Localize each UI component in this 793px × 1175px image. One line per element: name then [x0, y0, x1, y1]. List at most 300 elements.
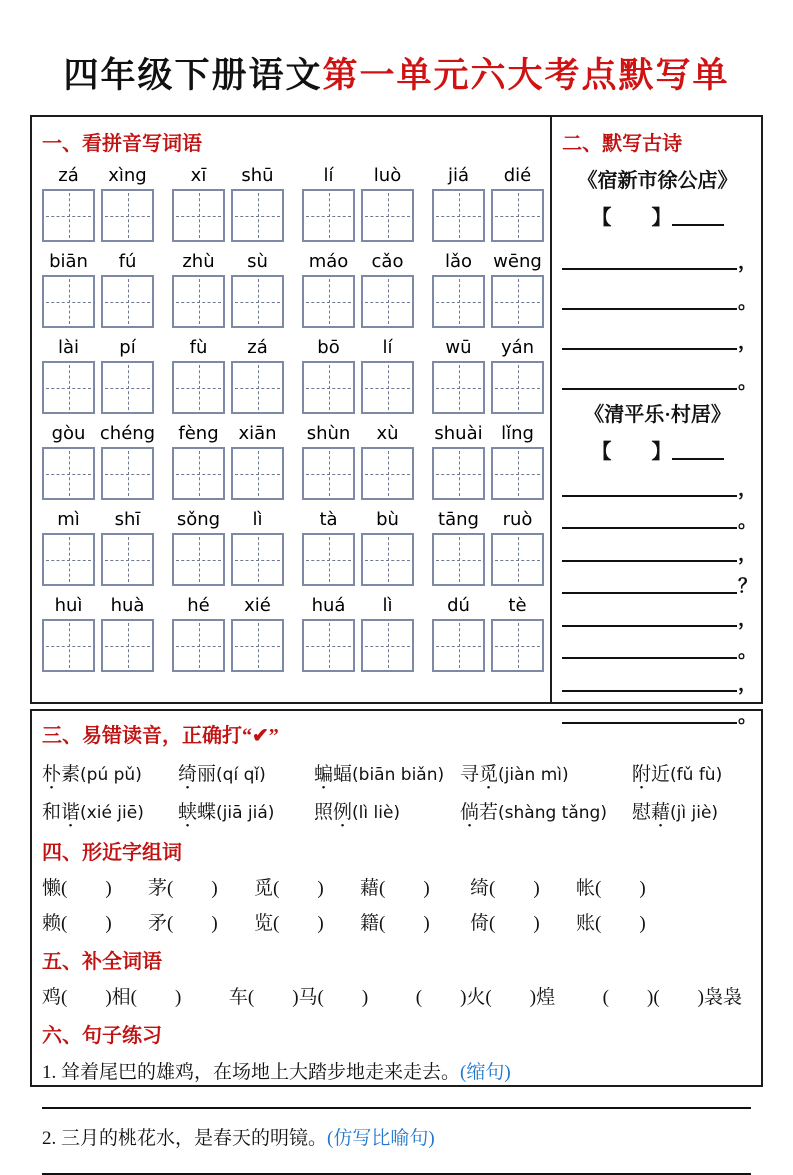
pronunciation-item	[632, 797, 749, 824]
poem-answer-line	[562, 372, 758, 393]
writing-box	[361, 361, 414, 414]
poem-punctuation: ，	[738, 673, 758, 695]
pinyin-label: hé	[187, 595, 210, 616]
poem-list	[562, 164, 758, 727]
author-brackets: 【 】	[591, 207, 672, 229]
word-char: 藉	[651, 802, 671, 823]
sentence-hint-2: (仿写比喻句)	[327, 1128, 435, 1149]
pinyin-grid	[42, 163, 550, 672]
poem-title: 《清平乐·村居》	[584, 404, 731, 426]
pinyin-label: lì	[382, 595, 393, 616]
complete-word-item: ( )( )袅袅	[602, 987, 742, 1008]
word-char: 蝠	[333, 764, 353, 785]
poem-blank-rule	[562, 544, 737, 562]
writing-box	[432, 533, 485, 586]
pinyin-cell	[231, 335, 284, 414]
writing-box	[302, 619, 355, 672]
pronunciation-item	[632, 759, 749, 786]
word-char: 谐	[61, 802, 81, 823]
pinyin-word-group	[42, 593, 154, 672]
pinyin-label: zhù	[182, 251, 215, 272]
pinyin-options: (jiàn mì)	[498, 765, 569, 785]
writing-box	[432, 361, 485, 414]
pinyin-label: zá	[247, 337, 268, 358]
pinyin-word-group	[172, 507, 284, 586]
pinyin-cell	[302, 593, 355, 672]
word-char: 慰	[632, 802, 652, 823]
pinyin-cell	[42, 507, 95, 586]
similar-char-row	[42, 873, 749, 900]
pinyin-word-group	[302, 421, 414, 500]
writing-box	[361, 533, 414, 586]
word-char: 附	[632, 764, 652, 785]
poem-answer-line	[562, 292, 758, 313]
pinyin-label: fù	[189, 337, 208, 358]
pinyin-label: lí	[323, 165, 334, 186]
poem-answer-line	[562, 673, 758, 695]
pinyin-cell	[302, 421, 355, 500]
writing-box	[42, 189, 95, 242]
writing-box	[491, 533, 544, 586]
similar-char-row	[42, 908, 749, 935]
pronunciation-item	[460, 797, 632, 824]
pinyin-label: shuài	[434, 423, 483, 444]
pinyin-cell	[491, 421, 544, 500]
writing-box	[432, 619, 485, 672]
pinyin-cell	[101, 507, 154, 586]
pronunciation-item	[314, 759, 460, 786]
similar-char-item: 览( )	[254, 913, 324, 934]
pinyin-label: biān	[49, 251, 88, 272]
poem-blank-rule	[562, 332, 737, 350]
similar-char-item: 籍( )	[360, 913, 430, 934]
pinyin-label: fèng	[178, 423, 219, 444]
pinyin-label: lài	[57, 337, 80, 358]
pinyin-label: ruò	[502, 509, 533, 530]
pinyin-cell	[432, 507, 485, 586]
word-char: 绮	[178, 764, 198, 785]
pinyin-label: xiān	[238, 423, 277, 444]
pinyin-label: lí	[382, 337, 393, 358]
poem-blank-rule	[562, 292, 737, 310]
pinyin-cell	[231, 593, 284, 672]
poem-blank-rule	[562, 252, 737, 270]
pinyin-cell	[42, 163, 95, 242]
similar-char-item: 绮( )	[470, 878, 540, 899]
pinyin-word-group	[302, 507, 414, 586]
answer-line-2	[42, 1153, 751, 1175]
pinyin-options: (lì liè)	[352, 803, 401, 823]
writing-box	[491, 361, 544, 414]
pinyin-word-group	[302, 249, 414, 328]
pinyin-cell	[432, 421, 485, 500]
poem-block	[562, 398, 758, 727]
writing-box	[432, 447, 485, 500]
pinyin-label: lǐng	[501, 423, 534, 444]
pinyin-word-group	[42, 421, 154, 500]
pinyin-word-group	[42, 249, 154, 328]
pinyin-label: huá	[311, 595, 346, 616]
pinyin-label: dié	[503, 165, 532, 186]
poem-blank-rule	[562, 576, 737, 594]
writing-box	[42, 361, 95, 414]
writing-box	[432, 275, 485, 328]
complete-words-row	[42, 982, 742, 1009]
pronunciation-item	[460, 759, 632, 786]
poem-author-line	[562, 435, 753, 464]
poem-answer-line	[562, 543, 758, 565]
pinyin-options: (jì jiè)	[670, 803, 719, 823]
pinyin-cell	[42, 421, 95, 500]
poem-punctuation: 。	[738, 641, 758, 662]
section6-heading: 六、句子练习	[42, 1025, 162, 1047]
writing-box	[42, 275, 95, 328]
pinyin-cell	[172, 335, 225, 414]
pinyin-label: lǎo	[444, 251, 473, 272]
pinyin-label: huì	[54, 595, 83, 616]
pinyin-label: fú	[118, 251, 137, 272]
pronunciation-row	[42, 759, 749, 786]
pinyin-label: xù	[376, 423, 399, 444]
check-mark-icon: ✔	[252, 725, 269, 747]
pinyin-label: mì	[57, 509, 80, 530]
writing-box	[361, 189, 414, 242]
poem-blank-rule	[562, 609, 737, 627]
poem-answer-line	[562, 252, 758, 273]
section1-heading: 一、看拼音写词语	[42, 133, 202, 155]
pinyin-label: wēng	[493, 251, 542, 272]
pinyin-cell	[231, 249, 284, 328]
writing-box	[42, 619, 95, 672]
top-section-box	[30, 115, 763, 727]
word-char: 觅	[479, 764, 499, 785]
pinyin-word-group	[42, 507, 154, 586]
pinyin-cell	[361, 163, 414, 242]
pinyin-word-group	[432, 249, 544, 328]
pinyin-cell	[302, 507, 355, 586]
pinyin-label: máo	[308, 251, 349, 272]
pinyin-label: luò	[373, 165, 402, 186]
writing-box	[361, 275, 414, 328]
pinyin-label: lì	[252, 509, 263, 530]
pronunciation-row	[42, 797, 749, 824]
pinyin-options: (shàng tǎng)	[498, 803, 607, 823]
word-char: 素	[61, 764, 81, 785]
writing-box	[231, 447, 284, 500]
pinyin-section	[32, 117, 550, 702]
pinyin-cell	[101, 421, 154, 500]
writing-box	[231, 533, 284, 586]
pinyin-cell	[302, 335, 355, 414]
word-char: 近	[651, 764, 671, 785]
pinyin-cell	[361, 593, 414, 672]
complete-word-item: 鸡( )相( )	[42, 987, 182, 1008]
poem-blank-rule	[562, 511, 737, 529]
pinyin-cell	[42, 593, 95, 672]
poem-answer-line	[562, 608, 758, 630]
similar-char-item: 帐( )	[576, 878, 646, 899]
pinyin-cell	[361, 507, 414, 586]
pinyin-word-group	[172, 335, 284, 414]
word-char: 倘	[460, 802, 480, 823]
pinyin-label: xī	[190, 165, 207, 186]
pinyin-cell	[172, 249, 225, 328]
pinyin-label: pí	[119, 337, 136, 358]
answer-line-1	[42, 1087, 751, 1109]
pinyin-cell	[432, 249, 485, 328]
poem-answer-line	[562, 478, 758, 500]
pinyin-row	[42, 421, 544, 500]
similar-char-item: 倚( )	[470, 913, 540, 934]
pronunciation-item	[178, 759, 314, 786]
section5-heading: 五、补全词语	[42, 951, 162, 973]
word-char: 蝶	[197, 802, 217, 823]
writing-box	[172, 275, 225, 328]
pinyin-label: sù	[247, 251, 268, 272]
similar-char-item: 藉( )	[360, 878, 430, 899]
writing-box	[491, 619, 544, 672]
writing-box	[231, 361, 284, 414]
pinyin-word-group	[42, 335, 154, 414]
writing-box	[101, 275, 154, 328]
similar-char-item: 懒( )	[42, 878, 112, 899]
pronunciation-item	[42, 759, 178, 786]
page-title-black: 四年级下册语文	[63, 56, 323, 95]
poem-blank-rule	[562, 674, 737, 692]
bottom-section-box	[30, 706, 763, 1149]
pinyin-row	[42, 249, 544, 328]
pinyin-label: tè	[508, 595, 527, 616]
pinyin-cell	[491, 335, 544, 414]
sentence-item-1: 1. 耸着尾巴的雄鸡，在场地上大踏步地走来走去。(缩句)	[42, 1062, 511, 1083]
pinyin-label: tà	[319, 509, 338, 530]
pinyin-cell	[231, 507, 284, 586]
pronunciation-item	[314, 797, 460, 824]
writing-box	[302, 447, 355, 500]
pronunciation-rows	[42, 759, 749, 824]
writing-box	[172, 533, 225, 586]
poem-punctuation: ，	[738, 543, 758, 565]
writing-box	[42, 533, 95, 586]
similar-char-item: 账( )	[576, 913, 646, 934]
writing-box	[231, 275, 284, 328]
pinyin-cell	[172, 593, 225, 672]
writing-box	[491, 447, 544, 500]
section4-heading: 四、形近字组词	[42, 842, 182, 864]
poem-section	[550, 117, 761, 727]
poem-punctuation: 。	[738, 511, 758, 532]
writing-box	[42, 447, 95, 500]
sentence-item-2: 2. 三月的桃花水，是春天的明镜。(仿写比喻句)	[42, 1128, 435, 1149]
pinyin-word-group	[432, 593, 544, 672]
pinyin-label: yán	[500, 337, 535, 358]
word-char: 蝙	[314, 764, 334, 785]
writing-box	[101, 189, 154, 242]
section2-heading: 二、默写古诗	[562, 133, 683, 155]
pinyin-label: gòu	[51, 423, 86, 444]
author-brackets: 【 】	[591, 441, 672, 463]
word-char: 丽	[197, 764, 217, 785]
pinyin-word-group	[302, 335, 414, 414]
writing-box	[101, 619, 154, 672]
pinyin-row	[42, 507, 544, 586]
pinyin-options: (pú pǔ)	[80, 765, 142, 785]
author-blank-line	[672, 206, 724, 226]
pinyin-label: shùn	[306, 423, 351, 444]
word-char: 寻	[460, 764, 480, 785]
poem-answer-line	[562, 641, 758, 662]
pinyin-label: xìng	[108, 165, 147, 186]
similar-char-item: 矛( )	[148, 913, 218, 934]
writing-box	[491, 189, 544, 242]
pinyin-cell	[101, 593, 154, 672]
word-char: 和	[42, 802, 62, 823]
pinyin-label: bù	[376, 509, 399, 530]
poem-punctuation: 。	[738, 372, 758, 393]
writing-box	[231, 189, 284, 242]
pinyin-cell	[361, 249, 414, 328]
author-blank-line	[672, 440, 724, 460]
pinyin-label: cǎo	[371, 251, 404, 272]
pinyin-word-group	[432, 163, 544, 242]
writing-box	[172, 189, 225, 242]
pinyin-word-group	[172, 249, 284, 328]
pronunciation-item	[42, 797, 178, 824]
poem-answer-line	[562, 511, 758, 532]
poem-blank-rule	[562, 479, 737, 497]
poem-punctuation: 。	[738, 292, 758, 313]
word-char: 例	[333, 802, 353, 823]
pinyin-word-group	[432, 335, 544, 414]
writing-box	[101, 361, 154, 414]
writing-box	[302, 361, 355, 414]
pinyin-options: (xié jiē)	[80, 803, 144, 823]
poem-punctuation: 。	[738, 706, 758, 727]
writing-box	[101, 447, 154, 500]
pinyin-label: shī	[114, 509, 141, 530]
pinyin-cell	[172, 421, 225, 500]
pronunciation-item	[178, 797, 314, 824]
word-char: 照	[314, 802, 334, 823]
poem-punctuation: ？	[738, 576, 758, 597]
pinyin-cell	[361, 335, 414, 414]
poem-punctuation: ，	[738, 332, 758, 353]
poem-answer-line	[562, 576, 758, 597]
pinyin-row	[42, 593, 544, 672]
sentence-hint-1: (缩句)	[460, 1062, 511, 1083]
writing-box	[172, 447, 225, 500]
pinyin-cell	[491, 507, 544, 586]
pinyin-cell	[172, 507, 225, 586]
pinyin-cell	[101, 249, 154, 328]
pinyin-cell	[101, 335, 154, 414]
poem-punctuation: ，	[738, 252, 758, 273]
complete-word-item: ( )火( )煌	[415, 987, 556, 1008]
poem-author-line	[562, 201, 753, 230]
pinyin-label: huà	[110, 595, 145, 616]
poem-title: 《宿新市徐公店》	[577, 170, 738, 192]
poem-answer-line	[562, 332, 758, 353]
writing-box	[432, 189, 485, 242]
pinyin-cell	[302, 163, 355, 242]
pinyin-word-group	[172, 163, 284, 242]
poem-punctuation: ，	[738, 608, 758, 630]
writing-box	[231, 619, 284, 672]
writing-box	[101, 533, 154, 586]
pinyin-cell	[491, 163, 544, 242]
pinyin-cell	[491, 593, 544, 672]
pinyin-word-group	[432, 421, 544, 500]
pinyin-cell	[361, 421, 414, 500]
pinyin-cell	[101, 163, 154, 242]
pinyin-label: zá	[58, 165, 79, 186]
pinyin-cell	[231, 163, 284, 242]
pinyin-label: chéng	[99, 423, 156, 444]
writing-box	[361, 619, 414, 672]
writing-box	[172, 361, 225, 414]
similar-char-item: 茅( )	[148, 878, 218, 899]
pinyin-word-group	[172, 421, 284, 500]
word-char: 若	[479, 802, 499, 823]
writing-box	[172, 619, 225, 672]
pinyin-label: dú	[447, 595, 470, 616]
pinyin-options: (qí qǐ)	[216, 765, 266, 785]
writing-box	[491, 275, 544, 328]
pinyin-cell	[432, 593, 485, 672]
writing-box	[302, 189, 355, 242]
poem-block	[562, 164, 758, 393]
pinyin-row	[42, 335, 544, 414]
page-title	[0, 48, 793, 98]
pinyin-cell	[432, 163, 485, 242]
pinyin-word-group	[42, 163, 154, 242]
pinyin-label: jiá	[447, 165, 470, 186]
pinyin-cell	[491, 249, 544, 328]
pinyin-cell	[42, 249, 95, 328]
word-char: 朴	[42, 764, 62, 785]
pinyin-cell	[302, 249, 355, 328]
pinyin-word-group	[172, 593, 284, 672]
pinyin-cell	[231, 421, 284, 500]
pinyin-label: tāng	[438, 509, 479, 530]
poem-blank-rule	[562, 641, 737, 659]
pinyin-cell	[432, 335, 485, 414]
pinyin-options: (fǔ fù)	[670, 765, 723, 785]
complete-word-item: 车( )马( )	[228, 987, 369, 1008]
similar-char-item: 赖( )	[42, 913, 112, 934]
section3-heading: 三、易错读音，正确打“✔”	[42, 725, 279, 747]
pinyin-cell	[42, 335, 95, 414]
similar-char-rows	[42, 873, 749, 935]
similar-char-item: 觅( )	[254, 878, 324, 899]
poem-punctuation: ，	[738, 478, 758, 500]
pinyin-label: sǒng	[176, 509, 221, 530]
pinyin-word-group	[302, 163, 414, 242]
pinyin-label: bō	[317, 337, 340, 358]
pinyin-options: (biān biǎn)	[352, 765, 445, 785]
page-title-red: 第一单元六大考点默写单	[322, 56, 730, 95]
pinyin-options: (jiā jiá)	[216, 803, 275, 823]
writing-box	[361, 447, 414, 500]
writing-box	[302, 275, 355, 328]
pinyin-word-group	[302, 593, 414, 672]
pinyin-row	[42, 163, 544, 242]
pinyin-label: xié	[244, 595, 271, 616]
pinyin-label: shū	[241, 165, 274, 186]
pinyin-cell	[172, 163, 225, 242]
word-char: 蛱	[178, 802, 198, 823]
poem-blank-rule	[562, 372, 737, 390]
